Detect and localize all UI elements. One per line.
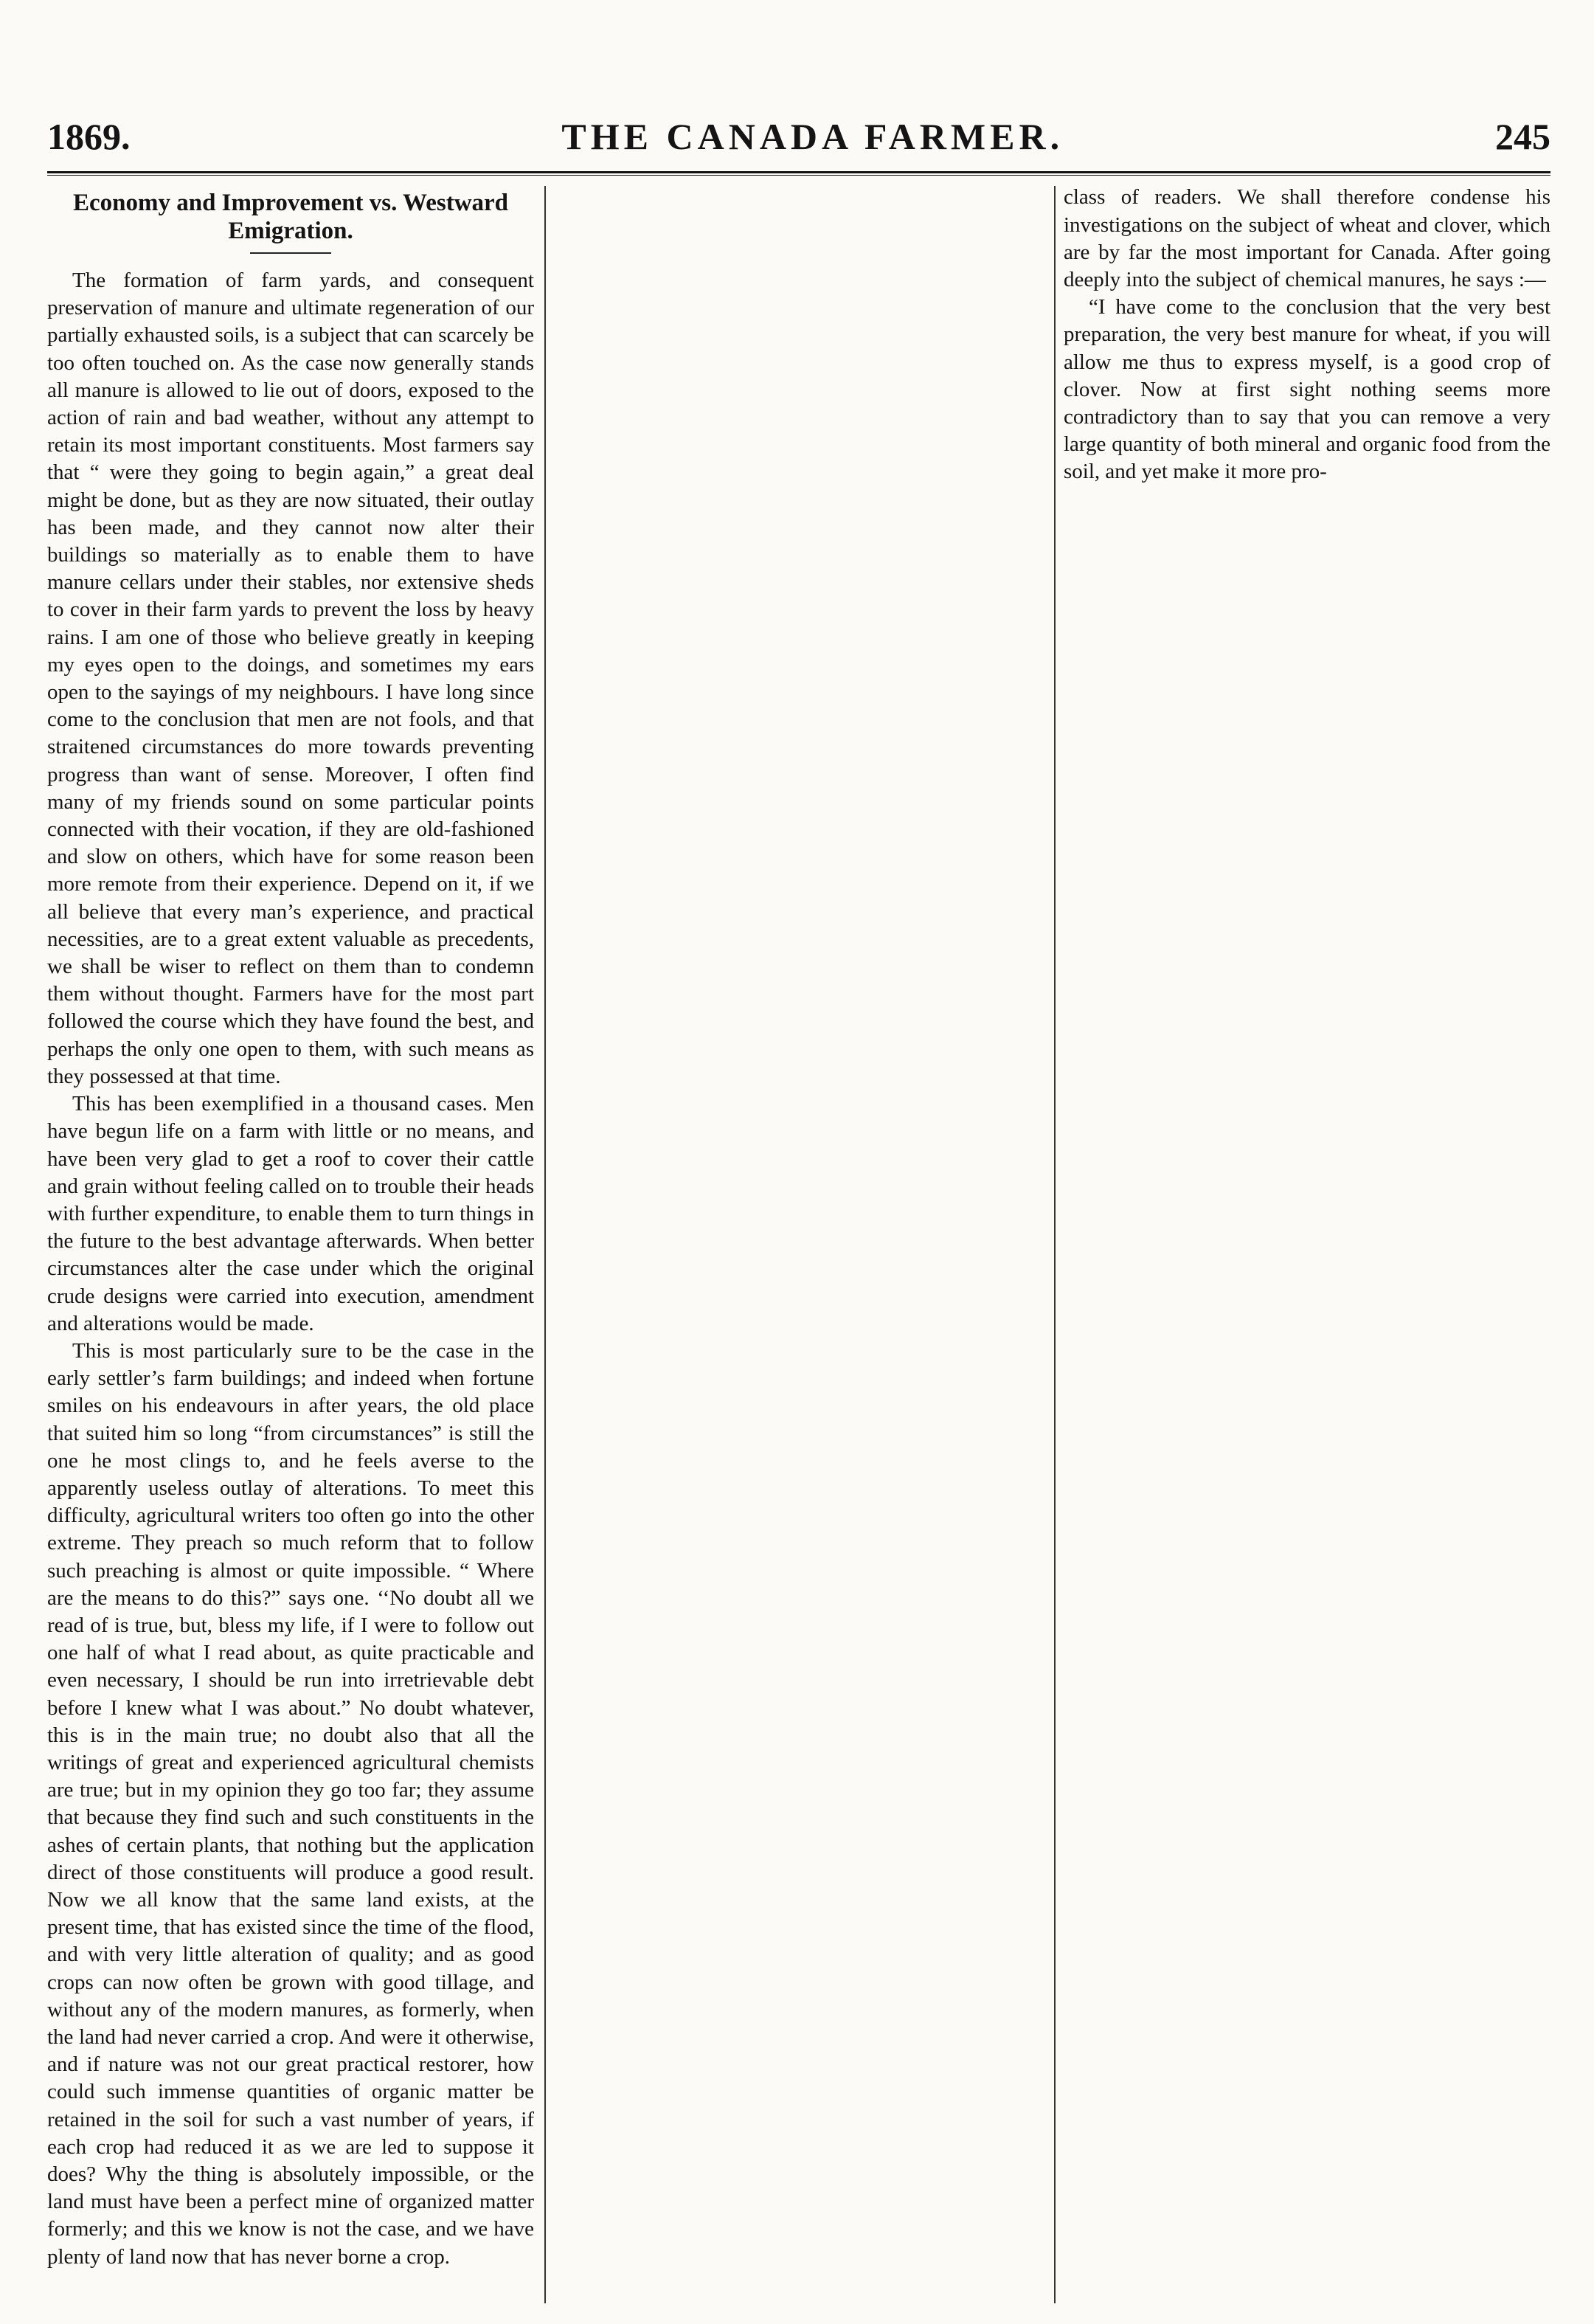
page-number: 245: [1495, 116, 1550, 157]
column-1: [47, 186, 534, 2303]
article-paragraph: This has been exemplified in a thousand cases. Men have begun life on a farm with little or no means, and have been very glad to get a roof to cover their cattle and grain without feeling called on to trouble their heads with further expenditure, to enable them to turn things in the future to the best advantage afterwards. When better circumstances alter the case under which the original crude designs were carried into execution, amendment and alterations would be made.: [47, 1092, 534, 1335]
article-paragraph: class of readers. We shall therefore condense his investigations on the subject of wheat and clover, which are by far the most important for Canada. After going deeply into the subject of chemical manures, he says :—: [1064, 186, 1550, 291]
article-paragraph: “I have come to the conclusion that the very best preparation, the very best manure for wheat, if you will allow me thus to express myself, is a good crop of clover. Now at first sight nothing seems more contradictory than to say that you can remove a very large quantity of both mineral and organic food from the soil, and yet make it more pro-: [1064, 295, 1550, 484]
header-rule: [47, 171, 1550, 176]
column-2: [554, 186, 1041, 2303]
article-paragraph: This is most particularly sure to be the case in the early settler’s farm buildings; and indeed when fortune smiles on his endeavours in after years, the old place that suited him so long “from circumstances” is still the one he most clings to, and he feels averse to the apparently useless outlay of alterations. To meet this difficulty, agricultural writers too often go into the other extreme. They preach so much reform that to follow such preaching is almost or quite impossible. “ Where are the means to do this?” says one. ‘‘No doubt all we read of is true, but, bless my life, if I were to follow out one half of what I read about, as quite practicable and even necessary, I should be run into irretrievable debt before I knew what I was about.” No doubt whatever, this is in the main true; no doubt also that all the writings of great and experienced agricultural chemists are true; but in my opinion they go too far; they assume that because they find such and such constituents in the ashes of certain plants, that nothing but the application direct of those constituents will produce a good result. Now we all know that the same land exists, at the present time, that has existed since the time of the flood, and with very little alteration of quality; and as good crops can now often be grown with good tillage, and without any of the modern manures, as formerly, when the land had never carried a crop. And were it otherwise, and if nature was not our great practical restorer, how could such immense quantities of organic matter be retained in the soil for such a vast number of years, if each crop had reduced it as we are led to suppose it does? Why the thing is absolutely impossible, or the land must have been a perfect mine of organized matter formerly; and this we know is not the case, and we have plenty of land now that has never borne a crop.: [47, 1338, 534, 2269]
header-year: 1869.: [47, 116, 131, 157]
newspaper-title: THE CANADA FARMER.: [561, 116, 1064, 157]
column-3: [1064, 186, 1550, 2303]
article-title: Economy and Improvement vs. Westward Emigration.: [72, 190, 509, 244]
title-rule: [250, 252, 331, 254]
page-header: [47, 111, 1550, 162]
column-divider: [1054, 186, 1056, 2303]
article-paragraph: The formation of farm yards, and consequent preservation of manure and ultimate regeneration of our partially exhausted soils, is a subject that can scarcely be too often touched on. As the case now generally stands all manure is allowed to lie out of doors, exposed to the action of rain and bad weather, without any attempt to retain its most important constituents. Most farmers say that “ were they going to begin again,” a great deal might be done, but as they are now situated, their outlay has been made, and they cannot now alter their buildings so materially as to enable them to have manure cellars under their stables, nor extensive sheds to cover in their farm yards to prevent the loss by heavy rains. I am one of those who believe greatly in keeping my eyes open to the doings, and sometimes my ears open to the sayings of my neighbours. I have long since come to the conclusion that men are not fools, and that straitened circumstances do more towards preventing progress than want of sense. Moreover, I often find many of my friends sound on some particular points connected with their vocation, if they are old-fashioned and slow on others, which have for some reason been more remote from their experience. Depend on it, if we all believe that every man’s experience, and practical necessities, are to a great extent valuable as precedents, we shall be wiser to reflect on them than to condemn them without thought. Farmers have for the most part followed the course which they have found the best, and perhaps the only one open to them, with such means as they possessed at that time.: [47, 269, 534, 1088]
column-divider: [544, 186, 546, 2303]
